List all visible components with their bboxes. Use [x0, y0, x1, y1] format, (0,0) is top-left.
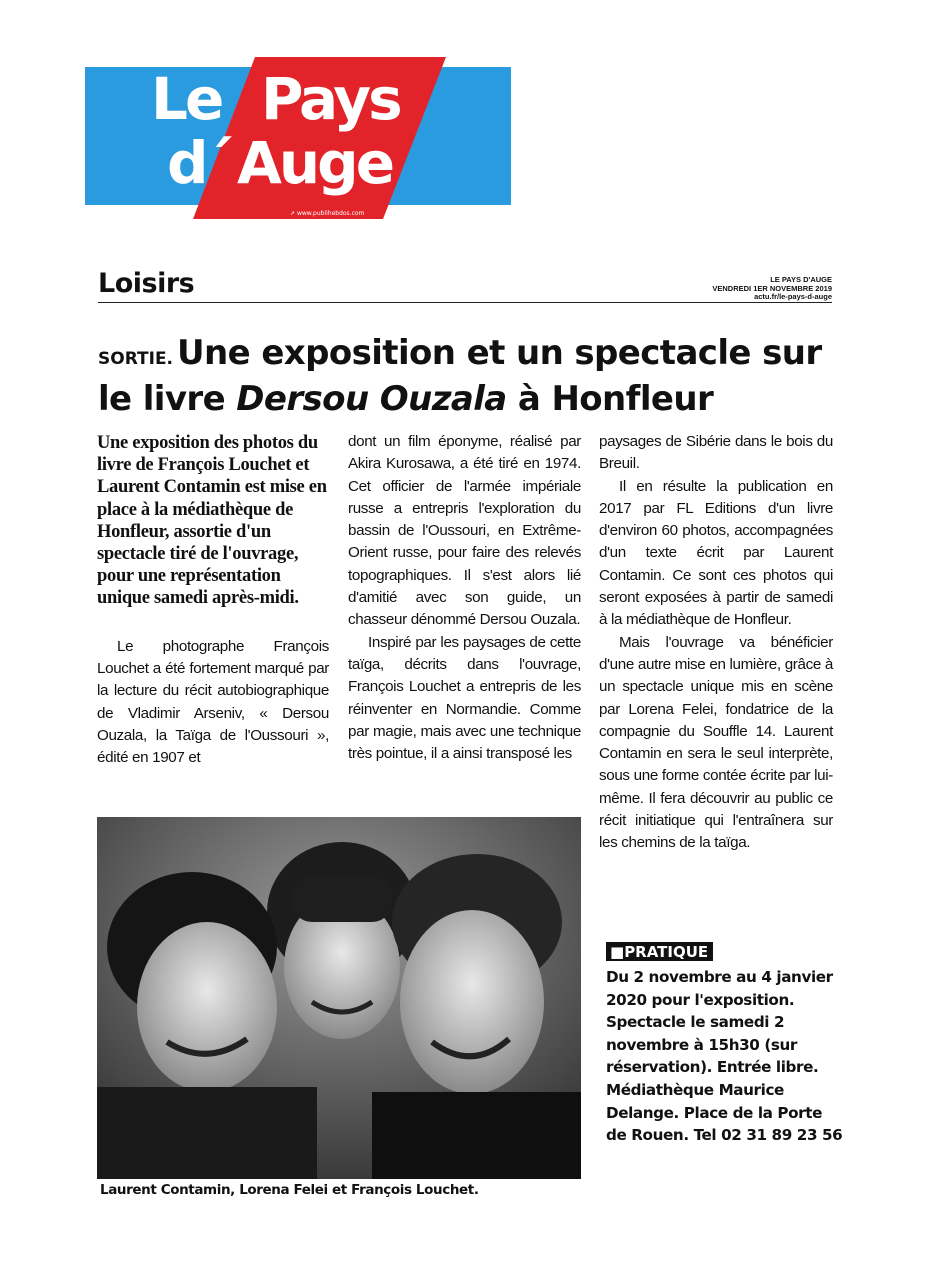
article-column-1	[97, 432, 329, 769]
headline-part2: à Honfleur	[506, 379, 714, 419]
article-paragraph: dont un film éponyme, réalisé par Akira Kurosawa, a été tiré en 1974. Cet officier de l'armée impériale russe a entrepris l'exploration du bassin de l'Oussouri, en Extrême-Orient russe, pour faire des relevés topographiques. Il s'est alors lié d'amitié avec son guide, un chasseur dénommé Dersou Ouzala.	[348, 433, 581, 629]
logo-text-pays: Pays	[261, 65, 400, 133]
article-paragraph: Mais l'ouvrage va bénéficier d'une autre mise en lumière, grâce à un spectacle unique mis en scène par Lorena Felei, fondatrice de la compagnie du Souffle 14. Laurent Contamin en sera le seul interprète, sous une forme contée écrite par lui-même. Il fera découvrir au public ce récit initiatique qui l'entraînera sur les chemins de la taïga.	[599, 633, 833, 852]
section-title: Loisirs	[98, 268, 195, 299]
article-paragraph: Inspiré par les paysages de cette taïga, décrits dans l'ouvrage, François Louchet a entrepris de les réinventer en Normandie. Comme par magie, mais avec une technique très pointue, il a ainsi transposé les	[348, 633, 581, 763]
paper-web: actu.fr/le-pays-d-auge	[754, 292, 832, 301]
logo-url: ➚ www.publihebdos.com	[290, 210, 365, 217]
article-column-3	[599, 431, 833, 855]
section-rule	[98, 302, 832, 303]
square-bullet-icon: ■	[610, 943, 625, 961]
logo-text-d: d´	[167, 129, 232, 197]
headline-kicker: SORTIE.	[98, 349, 174, 369]
headline-part1: Une exposition et un spectacle sur le livre	[98, 333, 822, 419]
article-paragraph: Le photographe François Louchet a été fortement marqué par la lecture du récit autobiographique de Vladimir Arseniv, « Dersou Ouzala, la Taïga de l'Oussouri », édité en 1907 et	[97, 637, 329, 767]
newspaper-logo	[85, 57, 511, 219]
photo-caption: Laurent Contamin, Lorena Felei et François Louchet.	[100, 1182, 479, 1198]
masthead-info	[712, 276, 832, 302]
headline-book-title: Dersou Ouzala	[236, 379, 507, 419]
logo-text-auge: Auge	[237, 129, 393, 197]
practical-info-box	[606, 942, 846, 1147]
article-photo	[97, 817, 581, 1179]
article-headline	[98, 333, 838, 419]
practical-label	[606, 942, 713, 961]
practical-label-text: PRATIQUE	[624, 943, 709, 961]
article-lead: Une exposition des photos du livre de François Louchet et Laurent Contamin est mise en place à la médiathèque de Honfleur, assortie d'un spectacle tiré de l'ouvrage, pour une représentation unique samedi après-midi.	[97, 433, 327, 609]
article-column-2	[348, 431, 581, 765]
paper-name: LE PAYS D'AUGE	[770, 275, 832, 284]
article-paragraph: Il en résulte la publication en 2017 par FL Editions d'un livre d'environ 60 photos, accompagnées d'un texte écrit par Laurent Contamin. Ce sont ces photos qui seront exposées à partir de samedi à la médiathèque de Honfleur.	[599, 477, 833, 629]
practical-info-text: Du 2 novembre au 4 janvier 2020 pour l'exposition. Spectacle le samedi 2 novembre à 15h30 (sur réservation). Entrée libre. Médiathèque Maurice Delange. Place de la Porte de Rouen. Tel 02 31 89 23 56	[606, 968, 843, 1145]
article-paragraph: paysages de Sibérie dans le bois du Breuil.	[599, 433, 833, 473]
issue-date: VENDREDI 1ER NOVEMBRE 2019	[712, 283, 832, 293]
logo-text-le: Le	[151, 65, 222, 133]
